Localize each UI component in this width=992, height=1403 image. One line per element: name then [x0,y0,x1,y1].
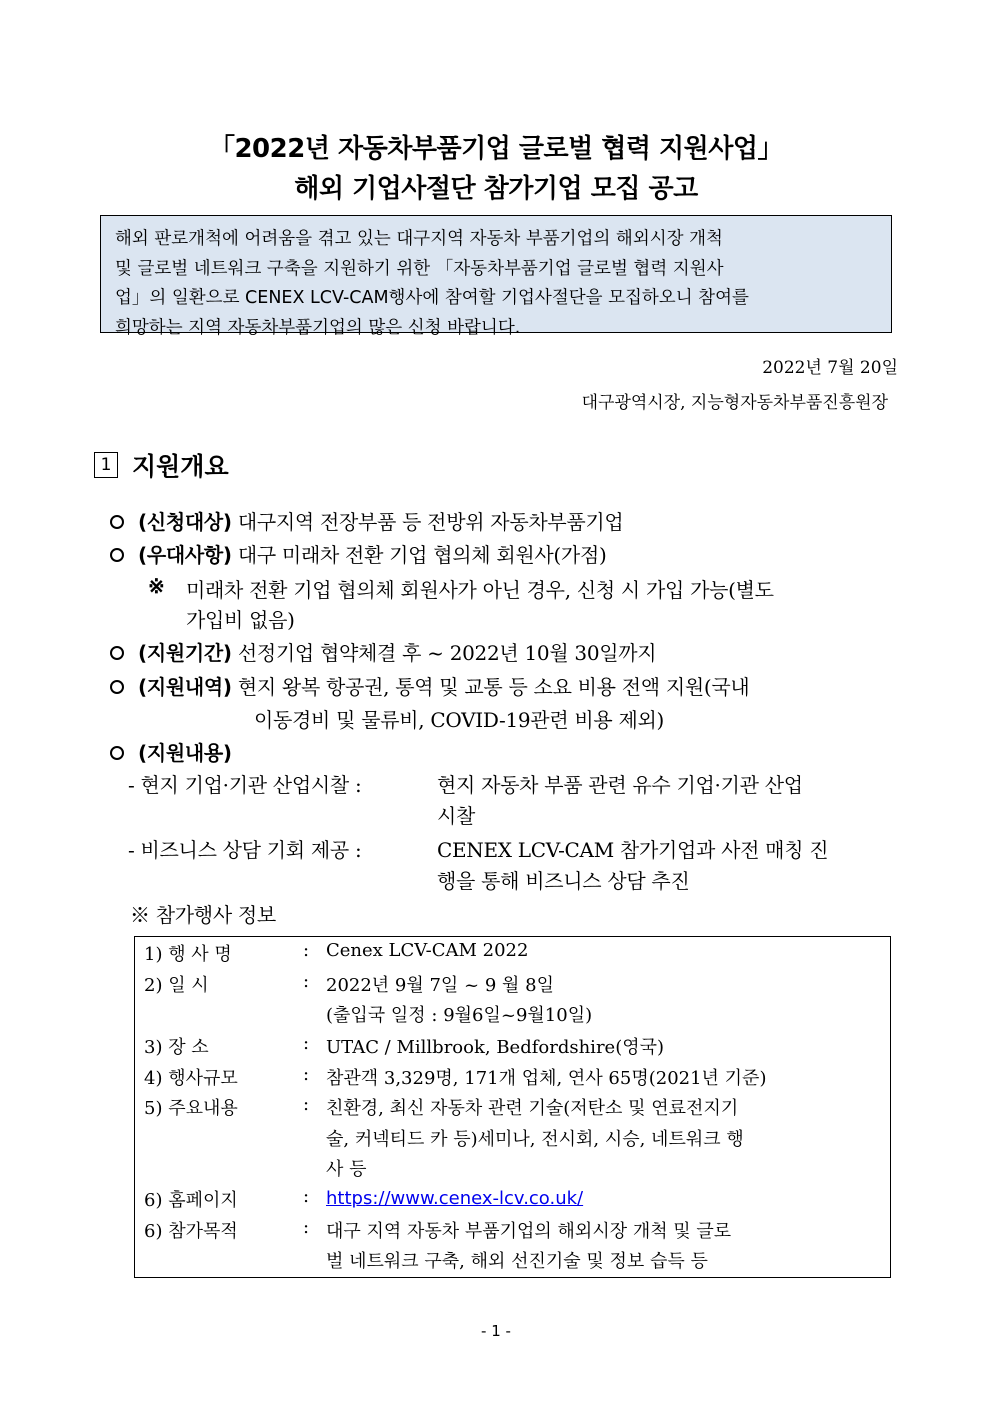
item-label: (지원기간) [138,641,232,665]
note-line: 미래차 전환 기업 협의체 회원사가 아닌 경우, 신청 시 가입 가능(별도 [186,578,774,602]
event-row-label: 2) 일 시 [144,975,209,996]
note-mark: ※ [148,574,165,598]
colon: : [303,1094,310,1115]
event-row-value: 2022년 9월 7일 ~ 9 월 8일 [326,975,554,996]
event-row-value: 사 등 [326,1159,367,1180]
item-text: 현지 왕복 항공권, 통역 및 교통 등 소요 비용 전액 지원(국내 [237,675,750,699]
event-info-box [134,936,891,1278]
item-text: 대구 미래차 전환 기업 협의체 회원사(가점) [237,543,607,567]
colon: : [303,940,310,961]
item-content [138,737,232,766]
item-preference [138,539,606,568]
event-row-value: 술, 커넥티드 카 등)세미나, 전시회, 시승, 네트워크 행 [326,1129,744,1150]
colon: : [303,1186,310,1207]
event-row-label: 5) 주요내용 [144,1098,238,1119]
colon: : [303,1033,310,1054]
circle-bullet-icon [110,646,124,660]
note-line: 가입비 없음) [186,608,295,632]
document-title-line2: 해외 기업사절단 참가기업 모집 공고 [294,174,698,204]
event-row-label: 4) 행사규모 [144,1068,238,1089]
item-detail [138,671,749,700]
item-text-continued: 이동경비 및 물류비, COVID-19관련 비용 제외) [254,708,665,732]
event-row-value: 친환경, 최신 자동차 관련 기술(저탄소 및 연료전지기 [326,1098,739,1119]
circle-bullet-icon [110,515,124,529]
issuer: 대구광역시장, 지능형자동차부품진흥원장 [581,393,888,413]
item-label: (지원내용) [138,741,232,765]
item-label: (지원내역) [138,675,232,699]
event-row-value: Cenex LCV-CAM 2022 [326,940,529,961]
event-info-title: ※ 참가행사 정보 [130,903,276,927]
item-text: 선정기업 협약체결 후 ~ 2022년 10월 30일까지 [237,641,657,665]
sub-item-text: 행을 통해 비즈니스 상담 추진 [437,869,690,893]
event-row-value: 참관객 3,329명, 171개 업체, 연사 65명(2021년 기준) [326,1068,767,1089]
circle-bullet-icon [110,548,124,562]
section-title: 지원개요 [132,452,229,481]
intro-box [100,215,892,338]
item-label: (우대사항) [138,543,232,567]
event-row-label: 1) 행 사 명 [144,944,232,965]
intro-line: 업」의 일환으로 CENEX LCV-CAM행사에 참여할 기업사절단을 모집하오니 참여를 [115,288,749,308]
event-row-value: (출입국 일정 : 9월6일~9월10일) [326,1005,593,1026]
circle-bullet-icon [110,746,124,760]
page-number: - 1 - [481,1322,511,1340]
colon: : [303,1217,310,1238]
sub-item-text: 현지 자동차 부품 관련 유수 기업·기관 산업 [437,773,803,797]
event-row-label: 3) 장 소 [144,1037,209,1058]
homepage-link[interactable]: https://www.cenex-lcv.co.uk/ [326,1188,584,1209]
colon: : [303,971,310,992]
announcement-date: 2022년 7월 20일 [762,358,898,378]
intro-line: 희망하는 지역 자동차부품기업의 많은 신청 바랍니다. [115,317,521,338]
event-row-label: 6) 홈페이지 [144,1190,238,1211]
sub-item-text: 시찰 [437,804,476,828]
sub-item-label: - 비즈니스 상담 기회 제공 : [128,838,362,862]
item-label: (신청대상) [138,510,232,534]
event-row-label: 6) 참가목적 [144,1221,238,1242]
colon: : [303,1064,310,1085]
intro-line: 해외 판로개척에 어려움을 겪고 있는 대구지역 자동차 부품기업의 해외시장 개척 [115,229,723,249]
sub-item-text: CENEX LCV-CAM 참가기업과 사전 매칭 진 [437,838,829,862]
document-title-line1: 「2022년 자동차부품기업 글로벌 협력 지원사업」 [208,134,784,164]
item-period [138,637,656,666]
item-target [138,506,623,535]
item-text: 대구지역 전장부품 등 전방위 자동차부품기업 [237,510,624,534]
event-row-value: 벌 네트워크 구축, 해외 선진기술 및 정보 습득 등 [326,1251,708,1272]
intro-line: 및 글로벌 네트워크 구축을 지원하기 위한 「자동차부품기업 글로벌 협력 지원사 [115,258,724,279]
sub-item-label: - 현지 기업·기관 산업시찰 : [128,773,362,797]
section-number-box: 1 [94,452,118,478]
event-row-value: 대구 지역 자동차 부품기업의 해외시장 개척 및 글로 [326,1221,732,1242]
circle-bullet-icon [110,680,124,694]
event-row-value: UTAC / Millbrook, Bedfordshire(영국) [326,1037,665,1058]
